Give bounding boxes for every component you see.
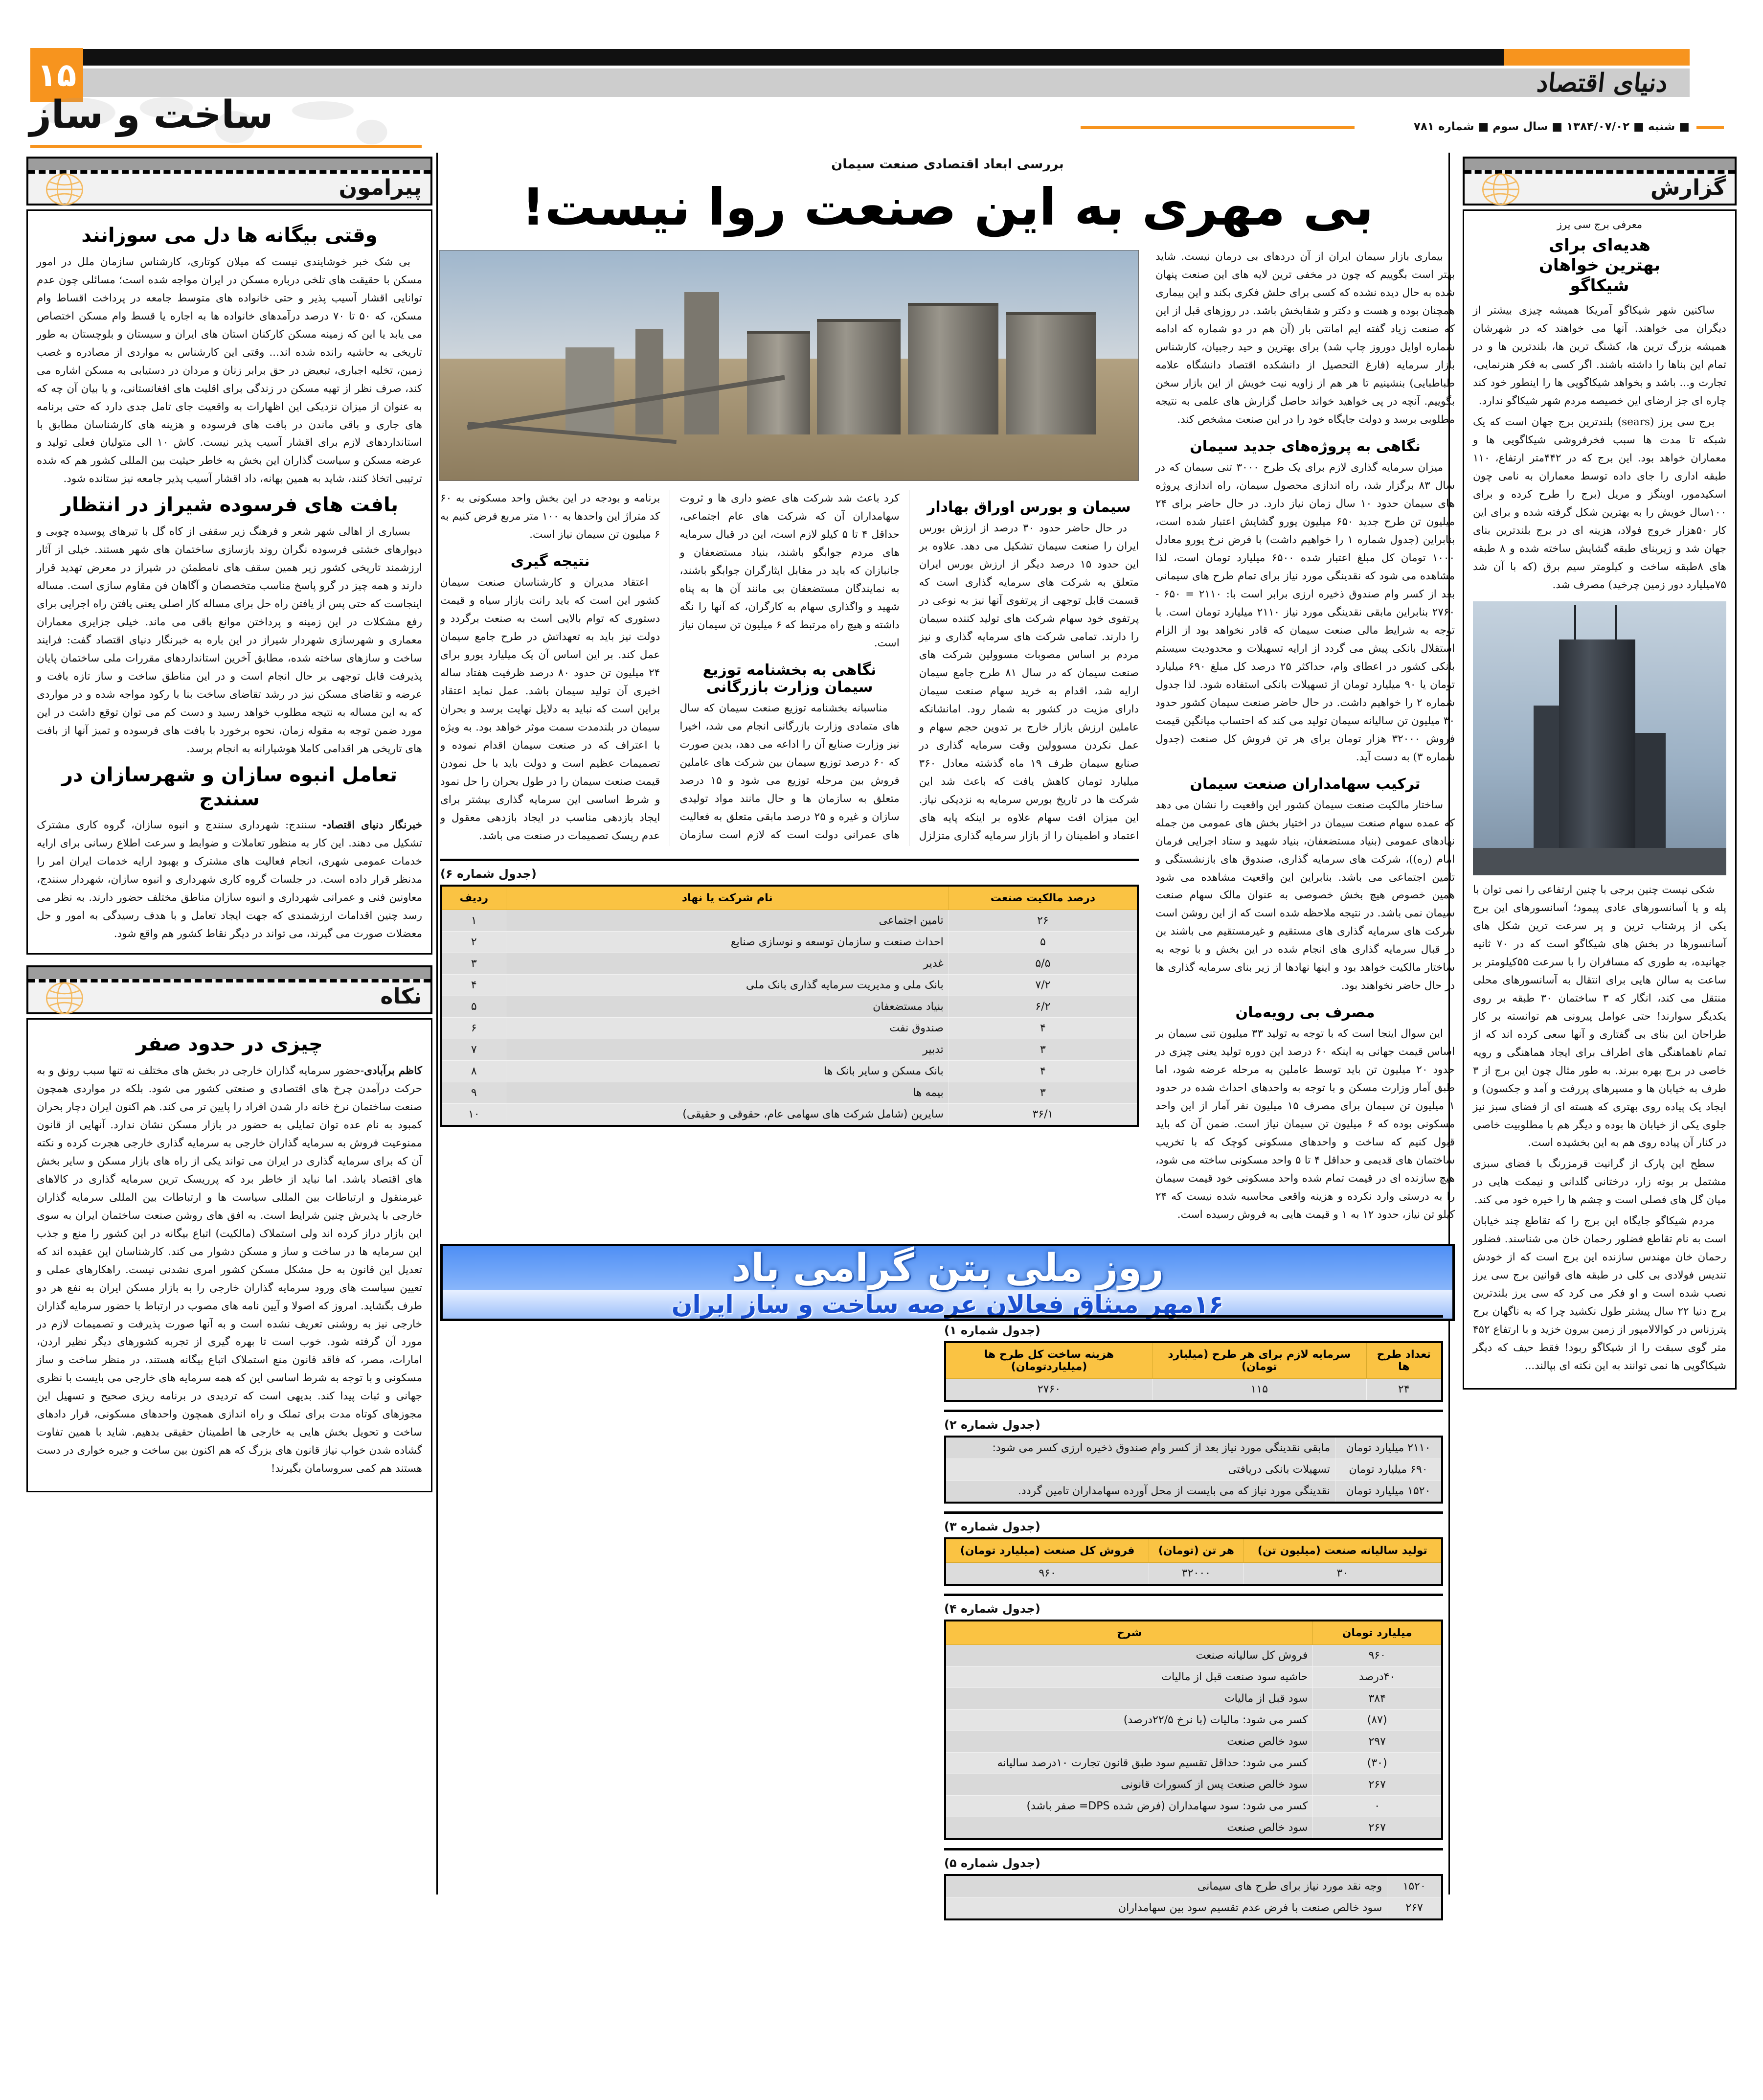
table-row xyxy=(441,910,1138,932)
table-5-cash-need xyxy=(944,1874,1443,1920)
table-row xyxy=(441,1061,1138,1082)
section-body: ساختار مالکیت صنعت سیمان کشور این واقعیت را نشان می دهد که عمده سهام صنعت سیمان در اختیار بخش های عمومی من جمله نهادهای عمومی (بنیاد مستضعفان، بنیاد شهید و ستاد اجرایی فرمان امام (ره))، شرکت های سرمایه گذاری، صندوق های بازنشستگی و تامین اجتماعی می باشد. بنابراین این واقعیت مشاهده می شود همین خصوص هیچ بخش خصوصی به عنوان مالک سهام صنعت سیمان نمی باشد. در نتیجه ملاحظه شده است که از این روشن است شرکت های سرمایه گذاری های مستقیم و غیرمستقیم می باشند بن در قبال سرمایه گذاری های انجام شده در این بخش و با توجه به ساختار مالکیت خواهد بود و اینها نهادها از زیر بنای سرمایه گذاری ها در حال حاضر نخواهند بود. xyxy=(1155,799,1455,992)
photo-tower xyxy=(1559,639,1635,875)
table-header-row xyxy=(945,1538,1442,1563)
table-cell: (۳۰) xyxy=(1313,1753,1442,1774)
table-cell: سود خالص صنعت پس از کسورات قانونی xyxy=(945,1774,1313,1796)
table-caption: (جدول شماره ۶) xyxy=(440,867,537,881)
table-cell: ۲۷۶۰ xyxy=(945,1379,1153,1401)
report-title-line: شیکاگو xyxy=(1570,275,1629,296)
report-body: سطح این پارک از گرانیت قرمزرنگ با فضای سبزی مشتمل بر بوته زار، درختانی گلدانی و نیمکت هایی در میان گل های فصلی است و چشم ها را خیره خود می کند. xyxy=(1473,1158,1726,1207)
panel-ribbon xyxy=(28,159,430,170)
table-cell: ۶/۲ xyxy=(949,996,1138,1018)
panel-dashed-rule xyxy=(28,979,430,982)
table-row xyxy=(945,1875,1442,1897)
table-header-cell: فروش کل صنعت (میلیارد تومان) xyxy=(945,1538,1149,1563)
table-row xyxy=(945,1796,1442,1817)
table-header-row xyxy=(945,1621,1442,1645)
table-cell: سود خالص صنعت با فرض عدم تقسیم سود بین سهامداران xyxy=(945,1897,1387,1920)
panel-header-negah xyxy=(26,965,432,1014)
panel-label: پیرامون xyxy=(339,175,422,200)
content-area xyxy=(0,153,1763,2100)
table-rule xyxy=(944,1511,1443,1514)
table-cell: ۵/۵ xyxy=(949,953,1138,975)
cement-plant-photo xyxy=(439,250,1139,481)
photo-building xyxy=(565,347,614,435)
section-heading: نتیجه گیری xyxy=(510,553,590,571)
report-title-line: بهترین خواهان xyxy=(1538,255,1661,275)
section-body: میزان سرمایه گذاری لازم برای یک طرح ۳۰۰۰ تنی سیمان که در سال ۸۳ برگزار شد، راه اندازی محصول سیمان، راه اندازی پروژه های سیمان حدود ۱۰ سال زمان نیاز دارد. در حال حاضر برای ۲۴ میلیون تن طرح جدید ۶۵۰ میلیون یورو گشایش اعتبار شده است، بنابراین (جدول شماره ۱ را خواهیم داشت) با فرض نرخ یورو معادل ۱۰۰۰ تومان کل مبلغ اعتبار شده ۶۵۰۰ میلیارد تومان است، لذا مشاهده می شود که نقدینگی مورد نیاز برای تمام طرح های سیمانی بعد از کسر وام صندوق ذخیره ارزی برابر است با: ۲۱۱۰ = ۶۵۰ - ۲۷۶۰ بنابراین مابقی نقدینگی مورد نیاز ۲۱۱۰ میلیارد تومان است. با توجه به شرایط مالی صنعت سیمان که قادر نخواهد بود از الزام استقلال بانکی پیش می گردد از ارایه تسهیلات و محدودیت سیستم بانکی کشور در اعطای وام، حداکثر ۲۵ درصد کل مبلغ ۶۹۰ میلیارد تومان یا ۹۰ میلیارد تومان از تسهیلات بانکی استفاده شود. لذا جدول شماره ۲ را خواهیم داشت. در حال حاضر صنعت سیمان کشور حدود ۳۰ میلیون تن سالیانه سیمان تولید می کند که احتساب میانگین قیمت فروش ۳۲۰۰۰ هزار تومان برای هر تن فروش کل صنعت (جدول شماره ۳) به دست آید. xyxy=(1155,461,1455,763)
table-rule xyxy=(944,1594,1443,1596)
table-cell: ۹ xyxy=(441,1082,506,1104)
table-4-income xyxy=(944,1620,1443,1840)
table-header-cell: سرمایه لازم برای هر طرح (میلیارد تومان) xyxy=(1153,1342,1367,1379)
table-cell: سود خالص صنعت xyxy=(945,1731,1313,1753)
section-body: مناسبانه بخشنامه توزیع صنعت سیمان که سال های متمادی وزارت بازرگانی انجام می شد، اخیرا نیز وزارت صنایع آن را اداعه می دهد، بدین صورت که ۶۰ درصد توزیع سیمان بین شرکت های عاملین فروش بین مرحله توزیع می شود و ۱۵ درصد متعلق به سازمان ها و حال مانند مواد تولیدی سازان و غیره و ۲۵ درصد مابقی متعلق به فعالیت های عمرانی دولت است که لازم است سازمان برنامه و بودجه در این بخش واحد مسکونی به ۶۰ کد متراژ این واحدها به ۱۰۰ متر مربع فرض کنیم به ۶ میلیون تن سیمان نیاز است. xyxy=(440,492,900,841)
photo-silo xyxy=(817,319,901,434)
table-row xyxy=(945,1481,1442,1503)
table-header-row xyxy=(441,886,1138,910)
table-header-cell: هزینه ساخت کل طرح ها (میلیاردتومان) xyxy=(945,1342,1153,1379)
report-kicker: معرفی برج سی یرز xyxy=(1557,219,1643,230)
table-cell: ۲ xyxy=(441,932,506,953)
table-row xyxy=(945,1688,1442,1710)
globe-icon xyxy=(42,982,87,1014)
table-cell: ۳۲۰۰۰ xyxy=(1149,1563,1244,1585)
table-cell: ۱ xyxy=(441,910,506,932)
table-caption: (جدول شماره ۴) xyxy=(944,1602,1040,1616)
article-title: بافت های فرسوده شیراز در انتظار xyxy=(60,494,399,517)
article-title: تعامل انبوه سازان و شهرسازان در سنندج xyxy=(62,763,397,810)
sears-tower-photo xyxy=(1473,601,1726,875)
table-header-cell: ردیف xyxy=(441,886,506,910)
table-row xyxy=(441,1039,1138,1061)
panel-header-gozaresh xyxy=(1463,157,1737,205)
article-byline: کاظم برآبادی xyxy=(364,1064,422,1077)
table-cell: ۳ xyxy=(949,1082,1138,1104)
table-row xyxy=(945,1437,1442,1459)
globe-icon xyxy=(42,173,87,205)
table-cell: بیمه ها xyxy=(506,1082,949,1104)
table-cell: ۳۸۴ xyxy=(1313,1688,1442,1710)
section-heading: ترکیب سهامداران صنعت سیمان xyxy=(1190,775,1421,793)
negah-article xyxy=(26,1018,432,1492)
section-underline xyxy=(30,145,422,148)
table-cell: ۲۴ xyxy=(1366,1379,1442,1401)
table-header-cell: هر تن (تومان) xyxy=(1149,1538,1244,1563)
table-header-cell: میلیارد تومان xyxy=(1313,1621,1442,1645)
table-row xyxy=(441,975,1138,996)
table-cell: ۷/۲ xyxy=(949,975,1138,996)
panel-dashed-rule xyxy=(28,170,430,174)
masthead-grey-bar xyxy=(73,68,1690,97)
report-title-line: هدیه‌ای برای xyxy=(1549,235,1650,255)
table-rule xyxy=(440,859,1139,861)
section-body: اعتقاد مدیران و کارشناسان صنعت سیمان کشور این است که باید رانت بازار سیاه و قیمت دستوری که توام بالایی است به صنعت برگردد و دولت نیز باید به تعهداتش در طرح جامع سیمان عمل کند. بر این اساس آن یک میلیارد یورو برای ۲۴ میلیون تن حدود ۸۰ درصد ظرفیت هفتاد ساله اخیری آن تولید سیمان باشد. عمل نماید اعتقاد براین است که نباید به دلایل نهایت برسد و بحران سیمان در بلندمدت سمت موثر خواهد بود. به ویژه با اعتراف که در صنعت سیمان اقدام نموده و تصمیمات عظیم است و دولت باید با حل نمودن قیمت صنعت سیمان را در طول بحران را حل نمود و شرط اساسی این سرمایه گذاری بیشتر برای ایجاد بازدهی مناسب در ایجاد بازدهی معقول و عدم ریسک تصمیمات در صنعت می باشد. xyxy=(440,576,660,842)
table-cell: ۲۹۷ xyxy=(1313,1731,1442,1753)
globe-icon xyxy=(1478,173,1523,205)
table-cell: سود خالص صنعت xyxy=(945,1817,1313,1840)
table-row xyxy=(945,1753,1442,1774)
table-row xyxy=(945,1379,1442,1401)
masthead xyxy=(0,0,1763,147)
section-body: این سوال اینجا است که با توجه به تولید ۳۳ میلیون تنی سیمان بر اساس قیمت جهانی به اینکه ۶۰ درصد این دوره تولید یعنی چیزی در حدود ۲۰ میلیون تن باید توسط عاملین به مرحله عرضه شود، اما طبق آمار وزارت مسکن و با توجه به واحدهای احداث شده در حدود ۱ میلیون تن سیمان برای مصرف ۱۵ میلیون نفر آمار از این واحد مسکونی بوده که ۶ میلیون تن سیمان نیاز است. ضمن آن که باید قبول کنیم که ساخت و واحدهای مسکونی کوچک که با تخریب ساختمان های قدیمی و حداقل ۴ تا ۵ واحد مسکونی ساخته می شود، هیچ سازنده ای در قیمت تمام شده واحد مسکونی خود قیمت سیمان را به درستی وارد نکرده و هزینه واقعی محاسبه شده نیست که ۲۴ کیلو تن نیاز، حدود ۱۲ به ۱ و قیمت هایی به فروش رسیده است. xyxy=(1155,1027,1455,1221)
left-sidebar xyxy=(26,157,432,1492)
ad-top-band xyxy=(443,1246,1452,1290)
table-cell: ۸ xyxy=(441,1061,506,1082)
table-3-sales xyxy=(944,1537,1443,1586)
panel-label: نکاه xyxy=(380,984,422,1009)
table-cell: تدبیر xyxy=(506,1039,949,1061)
table-header-cell: نام شرکت یا نهاد xyxy=(506,886,949,910)
table-row xyxy=(945,1731,1442,1753)
table-row xyxy=(441,953,1138,975)
section-heading: سیمان و بورس اوراق بهادار xyxy=(927,499,1131,516)
main-headline: بی مهری به این صنعت روا نیست! xyxy=(521,177,1374,237)
table-row xyxy=(945,1563,1442,1585)
report-body: شکی نیست چنین برجی با چنین ارتفاعی را نمی توان با پله و یا آسانسورهای عادی پیمود؛ آسانسورهای این برج یکی از پرشتاب ترین و پر سرعت ترین شکل های آسانسورها در بخش های شیکاگو است که در ۷۰ ثانیه جهانیده، به طوری که مسافران را با سرعت ۵۵کیلومتر بر ساعت به سالن هایی برای انتقال به آسانسورهای محلی منتقل می کند، انگار که ۳ ساختمان ۳۰ طبقه بر روی یکدیگر سوارند! حتی عوامل پیرونی هم توانسته بر کار طراحان این بنای بی گفتاری و آنها سعی کرده اند که از تمام ناهماهنگی های اطراف برای ایجاد هماهنگی و رویه خاصی در برج بهره ببرند. به طور مثال چون این برج از ۳ طرف به خیابان ها و مسیرهای پررفت و آمد و جکسون) و ایجاد یک پیاده روی بهتری که هسته ای از فضای سبز نیز جلوی یکی از خیابان ها بوده و دیگر هم با مطلوبیت خاصی در کنار آن پیاده روی هم به این بخشیده است. xyxy=(1473,883,1726,1149)
table-row xyxy=(945,1666,1442,1688)
photo-silo xyxy=(908,303,999,434)
table-cell: ۵ xyxy=(441,996,506,1018)
table-cell: ۲۶۷ xyxy=(1313,1774,1442,1796)
panel-ribbon xyxy=(28,967,430,979)
dateline-rule-right xyxy=(1696,126,1724,129)
table-rule xyxy=(944,1315,1443,1318)
photo-chimney xyxy=(684,292,719,434)
masthead-black-bar xyxy=(73,49,1504,66)
table-cell: سایرین (شامل شرکت های سهامی عام، حقوقی و حقیقی) xyxy=(506,1104,949,1126)
table-cell: ۱۵۲۰ xyxy=(1387,1875,1442,1897)
section-heading: نگاهی به پروژه‌های جدید سیمان xyxy=(1190,438,1421,456)
table-rule xyxy=(944,1848,1443,1850)
table-cell: ۲۶۷ xyxy=(1313,1817,1442,1840)
table-cell: مابقی نقدینگی مورد نیاز بعد از کسر وام صندوق ذخیره ارزی کسر می شود: xyxy=(945,1437,1335,1459)
table-cell: ۱۱۵ xyxy=(1153,1379,1367,1401)
table-caption: (جدول شماره ۲) xyxy=(944,1418,1040,1432)
table-cell: کسر می شود: مالیات (با نرخ ۲۲/۵درصد) xyxy=(945,1710,1313,1731)
tables-stack xyxy=(944,1307,1443,1920)
table-cell: ۲۱۱۰ میلیارد تومان xyxy=(1335,1437,1443,1459)
main-kicker: بررسی ابعاد اقتصادی صنعت سیمان xyxy=(831,157,1064,172)
dateline-rule-left xyxy=(1081,126,1355,129)
section-heading: مصرف بی رویه‌مان xyxy=(1235,1004,1375,1022)
table-cell: تسهیلات بانکی دریافتی xyxy=(945,1459,1335,1481)
table-cell: ۲۶۷ xyxy=(1387,1897,1442,1920)
ad-line-1: روز ملی بتن گرامی باد xyxy=(731,1246,1164,1290)
table-caption: (جدول شماره ۳) xyxy=(944,1520,1040,1533)
table-row xyxy=(441,996,1138,1018)
newspaper-brand: دنیای اقتصاد xyxy=(1535,68,1670,98)
table-cell: احداث صنعت و سازمان توسعه و نوسازی صنایع xyxy=(506,932,949,953)
table-cell: ۳۰ xyxy=(1243,1563,1442,1585)
table-row xyxy=(441,1104,1138,1126)
table-row xyxy=(441,932,1138,953)
table-cell: غدیر xyxy=(506,953,949,975)
table-cell: نقدینگی مورد نیاز که می بایست از محل آورده سهامداران تامین گردد. xyxy=(945,1481,1335,1503)
table-cell: کسر می شود: حداقل تقسیم سود طبق قانون تجارت ۱۰درصد سالیانه xyxy=(945,1753,1313,1774)
photo-antenna xyxy=(1615,605,1617,639)
table-header-cell: شرح xyxy=(945,1621,1313,1645)
photo-chimney xyxy=(635,329,663,434)
table-caption: (جدول شماره ۵) xyxy=(944,1856,1040,1870)
photo-silo xyxy=(1006,312,1097,434)
table-row xyxy=(945,1774,1442,1796)
table-cell: ۵ xyxy=(949,932,1138,953)
table-cell: صندوق نفت xyxy=(506,1018,949,1039)
table-cell: ۹۶۰ xyxy=(1313,1645,1442,1666)
report-title xyxy=(1473,235,1726,296)
table-cell: ۴ xyxy=(441,975,506,996)
column-divider-left xyxy=(436,153,438,1895)
article-title: وقتی بیگانه ها دل می سوزانند xyxy=(81,224,378,247)
table-cell: ۲۶ xyxy=(949,910,1138,932)
table-header-row xyxy=(945,1342,1442,1379)
main-body-columns xyxy=(440,490,1139,846)
table-cell: ۴۰درصد xyxy=(1313,1666,1442,1688)
report-body: مردم شیکاگو جایگاه این برج را که تقاطع چند خیابان است به نام تقاطع فضلور رحمان خان می شناسند. فضلور رحمان خان مهندس سازنده این برج است که از خودش تندیس فولادی بی کلی در طبقه های قوانین برج سی یرز نصب شده است و او فکر می کرد که سی یرز بلندترین برج دنیا ۲۲ سال پیشتر طول نکشید چرا که به ناگهان برج پترزناس در کوالالامپور از زمین بیرون خزید و با ارتفاع ۴۵۲ متر گوی سبقت را از شیکاگو ربود! فقط حیف که دیگر شیکاگویی ها نمی توانند به این نکته ای بپالند... xyxy=(1473,1215,1726,1372)
table-cell: ۴ xyxy=(949,1018,1138,1039)
article-body: -حضور سرمایه گذاران خارجی در بخش های مختلف نه تنها سبب رونق و به حرکت درآمدن چرخ های اقتصادی و صنعتی کشور می شود. بلکه در مواردی همچون صنعت ساختمان نرخ خانه دار شدن افراد را پایین تر می کند. هم اکنون ایران دچار بحران کمبود به نام عده توان تمایلی به حضور در بازار مسکن نشان ندارد. آنهایی از قانون ممنوعیت فروش به سرمایه گذاران خارجی به سرمایه گذاری خارجی هجرت کرده و نکته آن که برای سرمایه گذاری در ایران می تواند یکی از راه های بازار مسکن و سایر بخش های اقتصاد باشد. اما نباید از خاطر برد که پرریسک ترین سرمایه گذاری در کالاهای غیرمنقول و ارتباطات بین المللی سیاست ها و ارتباطات بین المللی سرمایه گذاران خارجی با پذیرش چنین شرایط است. به افق های روشن صنعت ساختمان ایران به سوی این بازار دراز کرده اند ولی استملاک (مالکیت) اتباع بیگانه در این کشور را منع و جذب این سرمایه ها در ساخت و ساز و مسکن دشوار می کند. کارشناسان این عقیده اند که تعدیل این قانون به حل مشکل مسکن کشور امری نشدنی نیست. راهکارهای عملی و تعیین سیاست های ورود سرمایه گذاران خارجی را به بازار مسکن ایران به نفع هر دو طرف بگشاید. امروز که اصولا و آیین نامه های مصوب در ارتباط با حضور سرمایه گذاران خارجی نیز به روشنی تعریف نشده است و به آنها صورت پذیرفت و تصمیمات لازم در مورد آن گرفته شود. خوب است تا بهره گیری از تجربه کشورهای دیگر نظیر اردن، امارات، مصر، که فاقد قانون منع استملاک اتباع بیگانه هستند، در منظر ساخت و ساز مسکونی و با توجه به شرط اساسی این که همه سرمایه های خارجی می بایست با نظری جهانی و ثبات پیدا کند. بدیهی است که تردیدی در برنامه ریزی صحیح و تسهیل این مجوزهای کوتاه مدت برای تملک و راه اندازی همچون واحدهای مسکونی، قرار دادهای ساخت و تحویل بخش هایی به خارجی ها اطمینان حقیقی بدهیم. شاید با همین تفاوت گشاده شدن خواب نیاز قانون های بزرگ که هم اکنون بین ساخت و جیره خواری در دست هستند هم کمی سروسامان بگیرند! xyxy=(37,1064,422,1475)
section-title: ساخت و ساز xyxy=(29,93,273,137)
table-caption: (جدول شماره ۱) xyxy=(944,1324,1040,1337)
table-header-cell: تعداد طرح ها xyxy=(1366,1342,1442,1379)
table-cell: تامین اجتماعی xyxy=(506,910,949,932)
photo-ground xyxy=(1473,848,1726,875)
table-rule xyxy=(944,1410,1443,1412)
main-story xyxy=(440,157,1455,1321)
table-row xyxy=(945,1897,1442,1920)
report-body: برج سی یرز (sears) بلندترین برج جهان است که یک شبکه تا مدت ها سبب فخرفروشی شیکاگویی ها و معماران خواهد بود. این برج که در ۴۴۲متر ارتفاع، ۱۱۰ طبقه اداری را جای داده توسط معماران به نامی چون اسکیدمور، اوینگز و مریل (برج را طرح کرده و برای ۱۰۰سال خویش را به بهترین شکل گرفته شده و برای این کار ۵۰هزار خروج فولاد، هزینه ای در برج بلندترین بنای جهان شد و زیربنای طبقه گشایش ساخته شده و ۸ طبقه های ۸طبقه ساخت و کیلومتر سیم برق (که با آن شد ۷۵میلیارد دور زمین چرخید) مصرف شد. xyxy=(1473,416,1726,591)
article-kicker: خبرنگار دنیای اقتصاد- xyxy=(322,819,422,832)
photo-antenna xyxy=(1574,605,1576,639)
table-header-cell: تولید سالیانه صنعت (میلیون تن) xyxy=(1243,1538,1442,1563)
table-row xyxy=(945,1710,1442,1731)
table-cell: ۳ xyxy=(949,1039,1138,1061)
masthead-orange-bar xyxy=(1504,49,1690,66)
table-cell: حاشیه سود صنعت قبل از مالیات xyxy=(945,1666,1313,1688)
table-cell: ۳۶/۱ xyxy=(949,1104,1138,1126)
table-cell: وجه نقد مورد نیاز برای طرح های سیمانی xyxy=(945,1875,1387,1897)
table-header-cell: درصد مالکیت صنعت xyxy=(949,886,1138,910)
right-sidebar xyxy=(1463,157,1737,1390)
ad-line-2: ۱۶مهر میثاق فعالان عرصه ساخت و ساز ایران xyxy=(671,1290,1224,1319)
gozaresh-article xyxy=(1463,209,1737,1390)
page-number: ۱۵ xyxy=(30,48,83,102)
dateline: ■ شنبه ■ ۱۳۸۴/۰۷/۰۲ ■ سال سوم ■ شماره ۷۸۱ xyxy=(1413,120,1690,133)
panel-label: گزارش xyxy=(1650,175,1726,200)
article-body: سنندج: شهرداری سنندج و انبوه سازان، گروه کاری مشترک تشکیل می دهند. این کار به منظور تعاملات و ضوابط و سرعت اطلاع رسانی برای ارایه خدمات عمومی شهری، انجام فعالیت های مشترک و بهبود ارایه خدمات ایران امر را مدنظر قرار داده است. در جلسات گروه کاری شهرداری و انبوه سازان، شهردار سنندج، معاونین فنی و عمرانی شهرداری و انبوه سازان مناطق مختلف حضور دارند. به نظر می رسد چنین اقدامات ارزشمندی که جهت ایجاد تعامل و با هدف رسیدگی به امور و حل معضلات صورت می گیرند، می تواند در دیگر نقاط کشور هم واقع شود. xyxy=(37,819,423,940)
table-cell: بانک مسکن و سایر بانک ها xyxy=(506,1061,949,1082)
table-6-wrap xyxy=(440,859,1139,1127)
panel-ribbon xyxy=(1465,159,1735,170)
article-body: بی شک خبر خوشایندی نیست که میلان کوتاری، کارشناس سازمان ملل در امور مسکن با حقیقت های تلخی درباره مسکن در ایران مواجه شده است؛ مسائلی چون عدم توانایی اقشار آسیب پذیر و حتی خانواده های متوسط جامعه در پرداخت اقساط وام مسکن، که ۵۰ تا ۷۰ درصد درآمدهای خانواده ها به اجاره یا قسط وام مسکن اختصاص می یابد یا این که زمینه مسکن کارکنان استان های ایران و سیستان و بلوچستان به طور تاریخی به حاشیه رانده شده اند... وقتی این کارشناس به مواردی از مصادره و غصب زمین، تخلیه اجباری، تبعیض در حق برابر زنان و مردان در دستیابی به مسکن اشاره می کند، صرف نظر از تهیه مسکن در زندگی برای اقلیت های افغانستانی، و یا بیان آن چه که به عنوان از میزان نزدیکی این اظهارات به واقعیت جای تامل جدی دارد که حتی برنامه های جاری و باقی ماندن در بافت های فرسوده و هزینه های کارشناسان مطابق با استانداردهای لازم برای اقشار آسیب پذیر نیست. کاش ۱۰ الی متولیان فعلی تولید و عرضه مسکن و سیاست گذاران این بخش به خاطر حیثیت بین المللی کشور هم که شده ترتیبی اتخاذ کنند، شاید به همین بهانه، داد اقشار آسیب پذیر جامعه نیز ستانده شود. xyxy=(37,255,423,485)
table-cell: ۳ xyxy=(441,953,506,975)
section-heading: نگاهی به بخشنامه توزیع سیمان وزارت بازرگانی xyxy=(702,662,877,696)
table-row xyxy=(945,1459,1442,1481)
table-row xyxy=(945,1817,1442,1840)
panel-header-piramoon xyxy=(26,157,432,205)
ownership-table xyxy=(440,885,1139,1127)
table-cell: ۶۹۰ میلیارد تومان xyxy=(1335,1459,1443,1481)
table-cell: سود قبل از مالیات xyxy=(945,1688,1313,1710)
table-cell: ۴ xyxy=(949,1061,1138,1082)
table-cell: (۸۷) xyxy=(1313,1710,1442,1731)
table-cell: ۶ xyxy=(441,1018,506,1039)
piramoon-articles xyxy=(26,209,432,955)
article-body: بسیاری از اهالی شهر شعر و فرهنگ زیر سقفی از کاه گل با تیرهای پوسیده چوبی و دیوارهای خشتی فرسوده نگران روند بازسازی ساختمان های شهر هستند. خیلی از آثار ارزشمند تاریخی کشور زیر همین سقف های نامطمئن در شیراز در معرض تهدید قرار دارند و همه چیز در گرو پاسخ مناسب متخصصان و آگاهان فن مقاوم سازی است. مساله اینجاست که حتی پس از یافتن راه حل برای مساله کار اصلی یعنی یافتن راه اجرایی برای رفع مشکلات در این زمینه و پرداختن موانع باقی می ماند. خیلی جزایری معماران معماری و شهرسازی شهردار شیراز در این باره به خبرنگار دنیای اقتصاد گفت: فرایند ساخت و سازهای ساخته شده، مطابق آخرین استانداردهای مقررات ملی ساختمان پایان پذیرفت قابل توجهی بر حال انجام است و در این مناطق ساخت و ساز تازه بافت و عرضه و تقاضای مسکن نیز در رشد تقاضای ساخت بنا با رکود مواجه شده و در مواردی که به این مساله به نتیجه مطلوب خواهد رسید و دست کم می توان توقع داشت در این مورد ضمن توجه به مقوله زمان، نحوه برخورد با بافت های فرسوده و تمیز آنها از بافت های تاریخی هر اقدامی کاملا هوشیارانه به انجام برسد. xyxy=(37,525,422,755)
table-cell: بنیاد مستضعفان xyxy=(506,996,949,1018)
table-cell: ۹۶۰ xyxy=(945,1563,1149,1585)
table-cell: کسر می شود: سود سهامداران (فرض شده DPS= صفر باشد) xyxy=(945,1796,1313,1817)
report-body: ساکنین شهر شیکاگو آمریکا همیشه چیزی بیشتر از دیگران می خواهند. آنها می خواهند که در شهرشان همیشه بزرگ ترین ها، کشنگ ترین ها، بلندترین ها و در تمام این بناها را داشته باشند. اگر کسی به فکر هنرنمایی، تجارت و... باشد و بخواهد شیکاگویی ها را اینطور خود کند چاره ای جز ارضای این خصیصه مردم شهر شیکاگو ندارد. xyxy=(1473,304,1726,408)
table-cell: ۱۰ xyxy=(441,1104,506,1126)
table-row xyxy=(945,1645,1442,1666)
table-1-projects xyxy=(944,1341,1443,1402)
table-row xyxy=(441,1018,1138,1039)
section-body: در حال حاضر حدود ۳۰ درصد از ارزش بورس ایران را صنعت سیمان تشکیل می دهد. علاوه بر این حدود ۱۵ درصد دیگر از ارزش بورس ایران متعلق به شرکت های سرمایه گذاری است که قسمت قابل توجهی از پرتفوی آنها نیز به نوعی در پرتفوی خود سهام شرکت های تولید کننده سیمان را دارند. تمامی شرکت های سرمایه گذاری و نیز مردم بر اساس مصوبات مسوولین شرکت های صنعت سیمان که در سال ۸۱ طرح جامع سیمان ارایه شد، اقدام به خرید سهام صنعت سیمان دارای مزیت در کشور به شمار رود. امانشانکه عاملین ارزش بازار خارج بر تدوین حجم سهام و عمل نکردن مسوولین وقت سرمایه گذاری در صنایع سیمان ظرف ۱۹ ماه گذشته معادل ۳۶۰ میلیارد تومان کاهش یافت که باعث شد این شرکت ها در تاریخ بورس سرمایه به نزدیکی نیاز. این میزان افت سهام علاوه بر اینکه پایه های اعتماد و اطمینان را از بازار سرمایه گذاری متزلزل کرد باعث شد شرکت های عضو داری ها و ثروت سهامداران آن که شرکت های عام اجتماعی، حداقل ۴ تا ۵ کیلو لازم است، این در قبال سرمایه های مردم جوابگو باشند، بنیاد مستضعفان و جانبازان که باید در مقابل ایثارگران جوابگو باشند، به نمایندگان مستضعفان بی مانند آن ها به پناه شهید و واگذاری سهام به کارگران، که آنها را نگه داشته و هیچ راه مرتبط که ۶ میلیون تن سیمان نیاز است. xyxy=(679,492,1139,842)
table-cell: فروش کل سالیانه صنعت xyxy=(945,1645,1313,1666)
table-cell: بانک ملی و مدیریت سرمایه گذاری بانک ملی xyxy=(506,975,949,996)
table-2-liquidity xyxy=(944,1436,1443,1504)
table-cell: ۰ xyxy=(1313,1796,1442,1817)
article-title: چیزی در حدود صفر xyxy=(136,1033,323,1056)
table-cell: ۱۵۲۰ میلیارد تومان xyxy=(1335,1481,1443,1503)
table-cell: ۷ xyxy=(441,1039,506,1061)
table-row xyxy=(441,1082,1138,1104)
main-intro: بیماری بازار سیمان ایران از آن دردهای بی درمان نیست. شاید بهتر است بگوییم که چون در مخفی ترین لایه های این صنعت پنهان شده به حال دیده نشده که کسی برای حلش فکری بکند و این بیماری همچنان بوده و هست و دکتر و شفابخش باشد. در روزهای قبل از این که صنعت زیاد گفته ایم امانتی بار (آن هم در دو شماره که ادامه شماره اوایل دوروز چاپ شد) برای بهترین و حید رجبیان، کارشناس بازار سرمایه (فارغ التحصیل از دانشکده اقتصاد دانشگاه علامه طباطبایی) بنشینیم تا هر هم از زاویه نیت خویش از این بازار سخن بگوییم. آنچه در پی خواهید خواند حاصل گزارش های علمی به نتیجه مطلوبی برسد و دولت جایگاه خود را در این صنعت مشخص کند. xyxy=(1155,251,1455,426)
